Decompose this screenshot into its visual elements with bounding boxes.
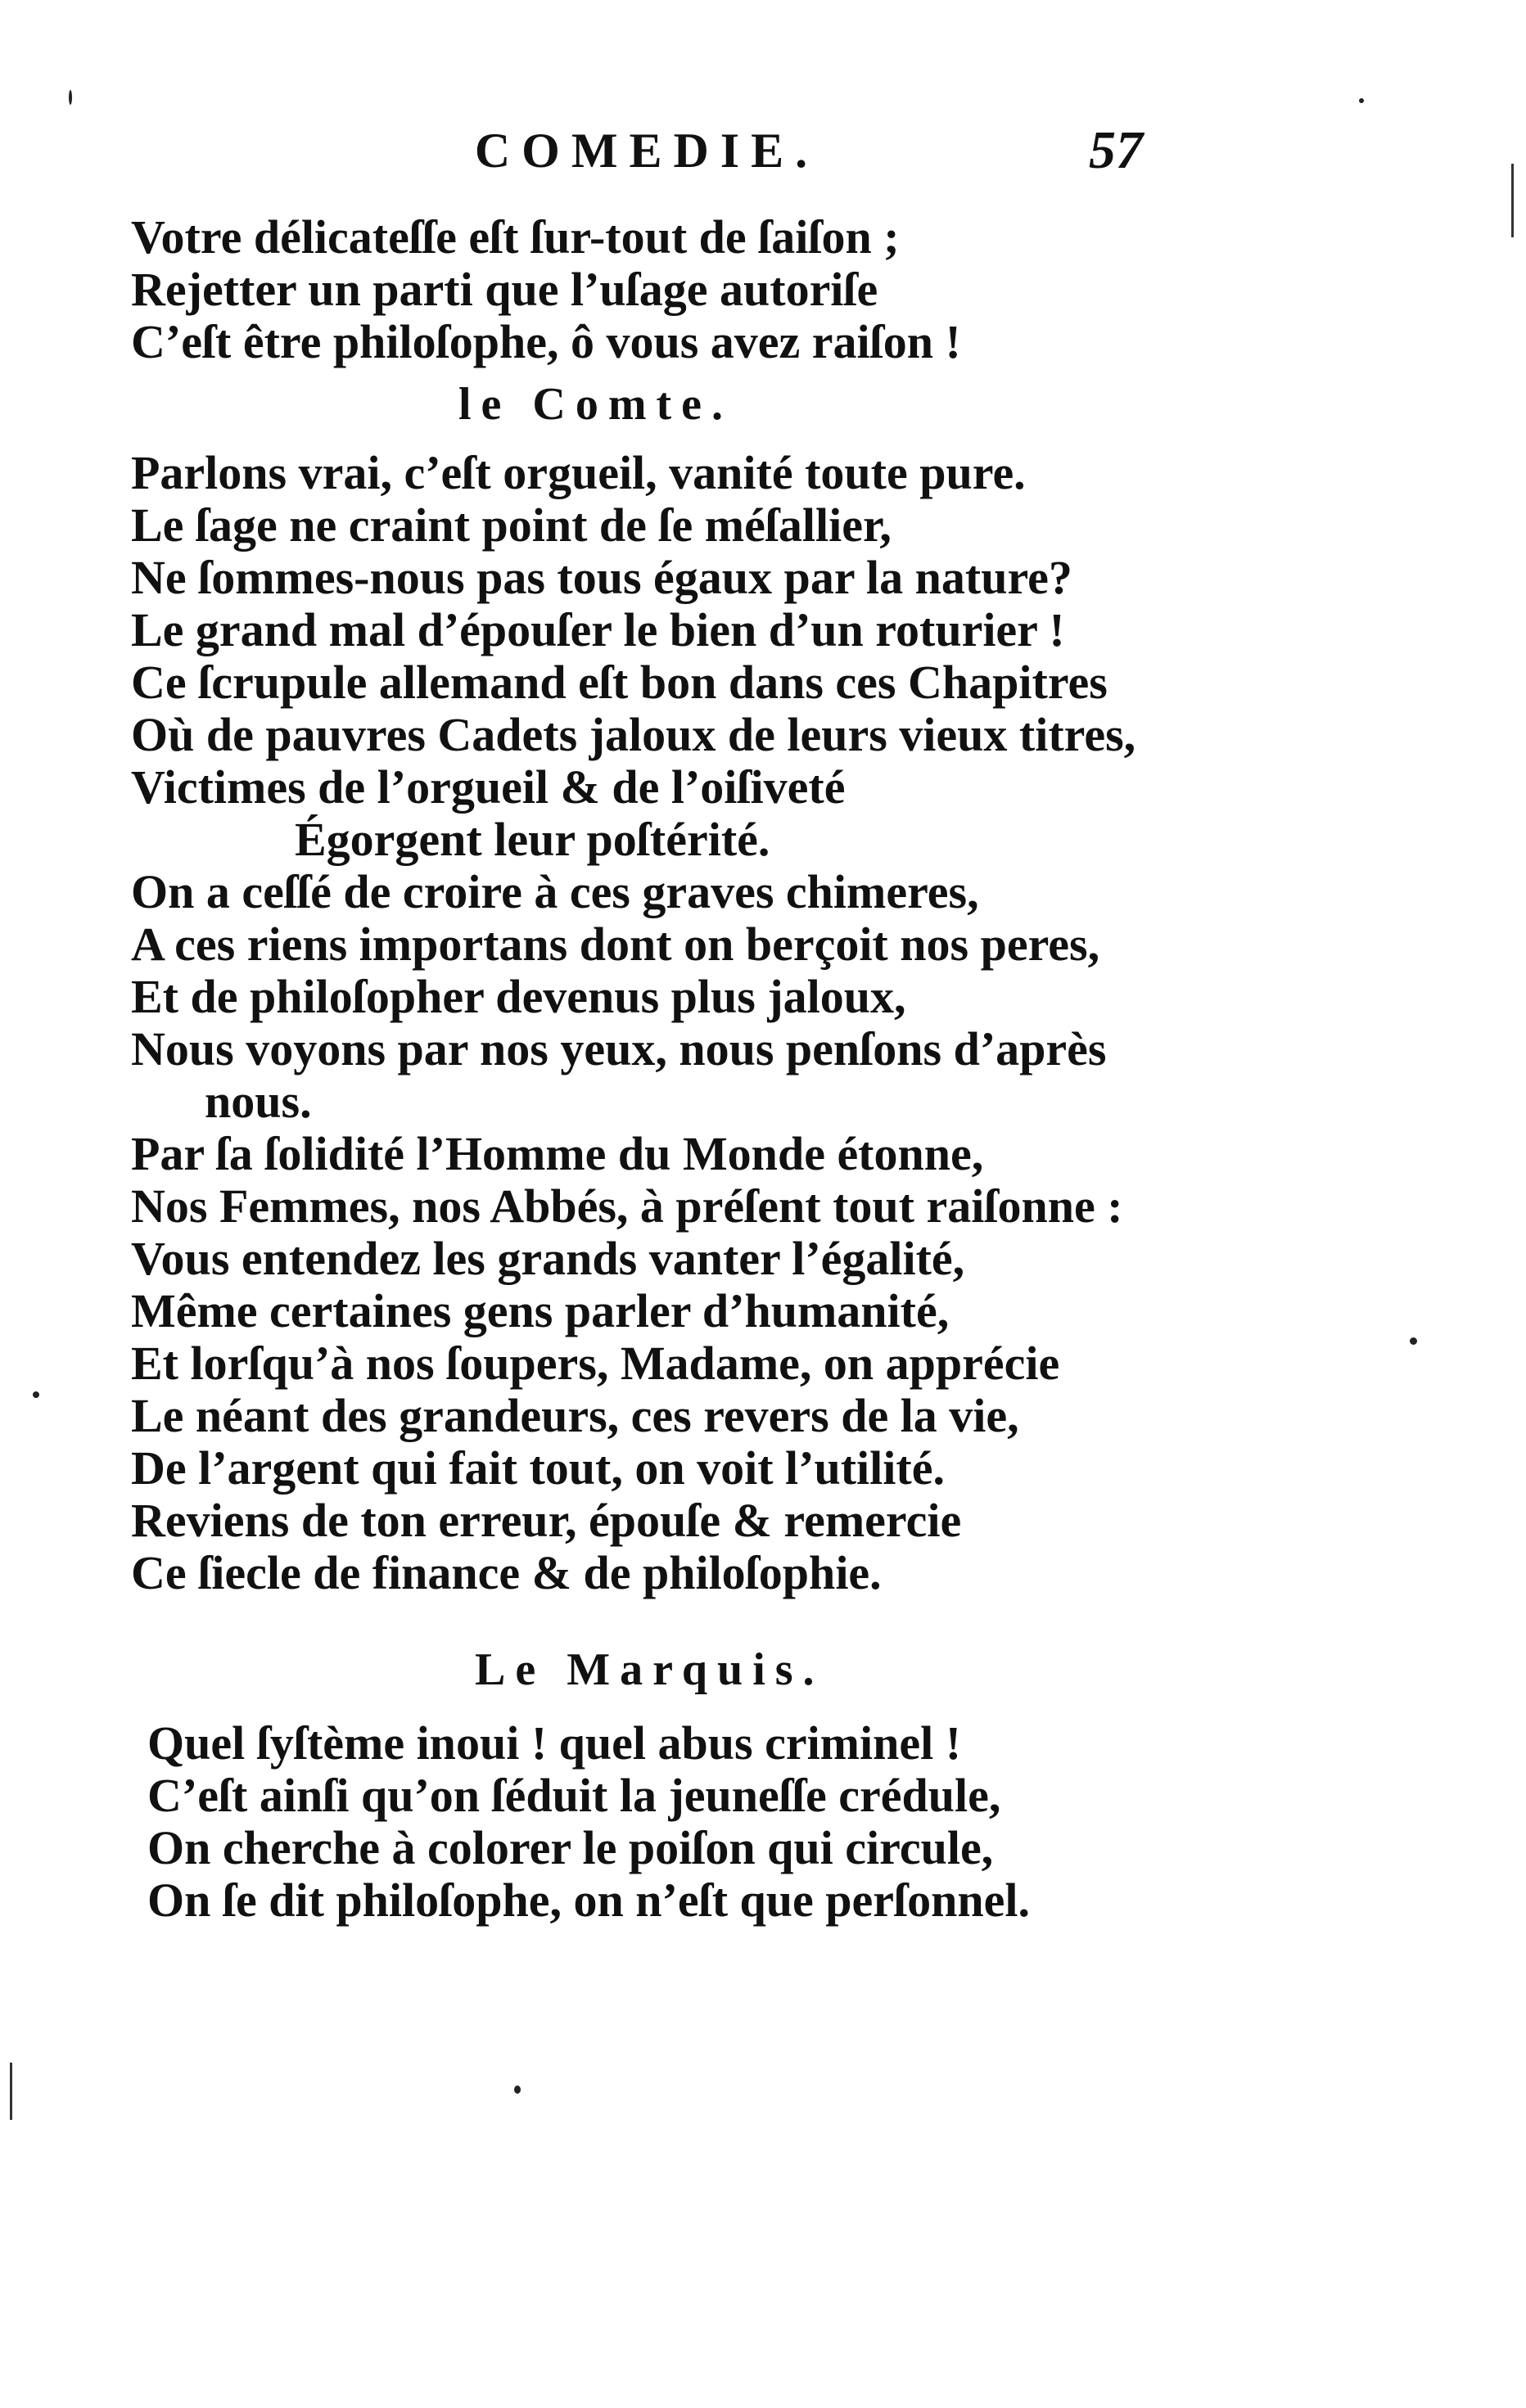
scan-speck	[1410, 1337, 1417, 1345]
verse-line: Ce ſiecle de finance & de philoſophie.	[131, 1546, 882, 1599]
verse-line: Le grand mal d’épouſer le bien d’un roturier !	[131, 603, 1065, 656]
page-number: 57	[1089, 120, 1143, 180]
verse-line: De l’argent qui fait tout, on voit l’utilité.	[131, 1441, 945, 1495]
verse-line: Victimes de l’orgueil & de l’oiſiveté	[131, 760, 846, 814]
verse-line: Par ſa ſolidité l’Homme du Monde étonne,	[131, 1127, 984, 1180]
verse-line: Reviens de ton erreur, épouſe & remercie	[131, 1494, 962, 1547]
scan-edge-mark	[10, 2063, 12, 2120]
verse-line: On ſe dit philoſophe, on n’eſt que perſonnel.	[147, 1874, 1031, 1927]
verse-line: Ne ſommes-nous pas tous égaux par la nature?	[131, 551, 1072, 604]
verse-line: Vous entendez les grands vanter l’égalité,	[131, 1232, 965, 1285]
verse-line: Le ſage ne craint point de ſe méſallier,	[131, 498, 892, 552]
verse-line: Votre délicateſſe eſt ſur-tout de ſaiſon ;	[131, 210, 900, 264]
verse-line: Égorgent leur poſtérité.	[295, 813, 770, 866]
verse-line: On a ceſſé de croire à ces graves chimeres,	[131, 865, 979, 918]
scan-edge-mark	[1511, 164, 1514, 237]
speaker-name: Le Marquis.	[475, 1644, 824, 1695]
scan-speck	[514, 2086, 521, 2094]
verse-line: Et de philoſopher devenus plus jaloux,	[131, 970, 906, 1023]
verse-line: C’eſt être philoſophe, ô vous avez raiſon !	[131, 315, 961, 368]
verse-line: nous.	[205, 1075, 312, 1128]
scan-speck	[33, 1391, 39, 1398]
verse-line: Le néant des grandeurs, ces revers de la vie,	[131, 1389, 1019, 1442]
scan-speck	[1359, 98, 1364, 103]
verse-line: Nos Femmes, nos Abbés, à préſent tout raiſonne :	[131, 1179, 1123, 1233]
verse-line: On cherche à colorer le poiſon qui circule,	[147, 1821, 994, 1874]
verse-line: Nous voyons par nos yeux, nous penſons d’après	[131, 1022, 1107, 1075]
running-title: COMEDIE.	[474, 124, 819, 178]
verse-line: Où de pauvres Cadets jaloux de leurs vieux titres,	[131, 708, 1136, 761]
speaker-name: le Comte.	[458, 379, 734, 430]
verse-line: A ces riens importans dont on berçoit nos peres,	[131, 918, 1100, 971]
scan-speck	[69, 90, 72, 105]
verse-line: C’eſt ainſi qu’on ſéduit la jeuneſſe crédule,	[147, 1769, 1001, 1822]
verse-line: Et lorſqu’à nos ſoupers, Madame, on apprécie	[131, 1337, 1060, 1390]
verse-line: Ce ſcrupule allemand eſt bon dans ces Chapitres	[131, 656, 1108, 709]
page-header	[0, 120, 1526, 196]
verse-line: Même certaines gens parler d’humanité,	[131, 1284, 950, 1337]
verse-line: Parlons vrai, c’eſt orgueil, vanité toute pure.	[131, 446, 1026, 499]
verse-line: Quel ſyſtème inoui ! quel abus criminel !	[147, 1716, 962, 1770]
verse-line: Rejetter un parti que l’uſage autoriſe	[131, 263, 878, 316]
